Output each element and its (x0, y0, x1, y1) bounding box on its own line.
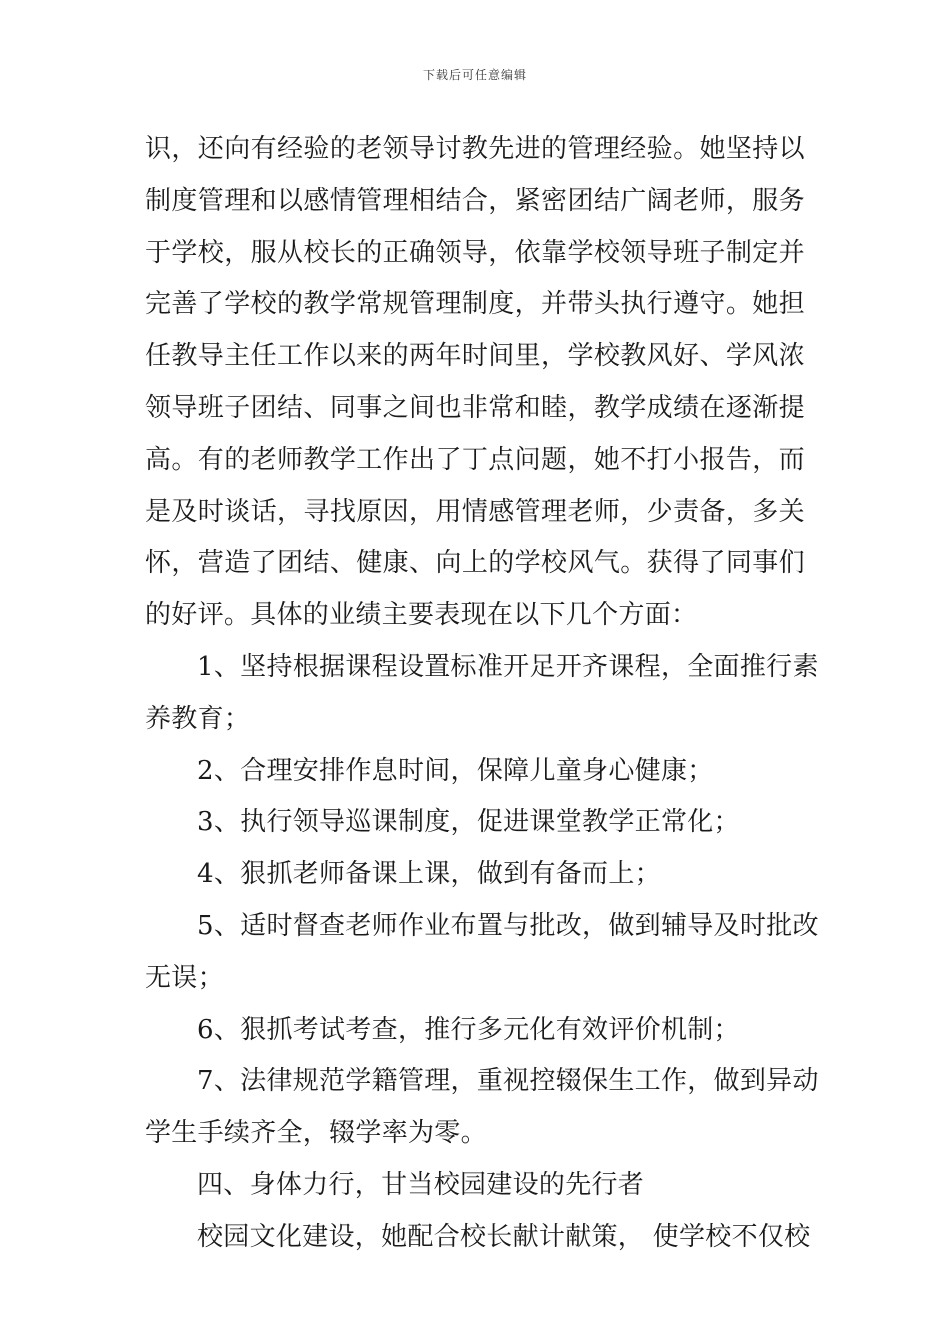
text-line: 任教导主任工作以来的两年时间里，学校教风好、学风浓 (145, 341, 805, 372)
text-line: 是及时谈话，寻找原因，用情感管理老师，少责备，多关 (145, 496, 805, 527)
list-item-continuation: 学生手续齐全，辍学率为零。 (145, 1118, 487, 1149)
text-line: 制度管理和以感情管理相结合，紧密团结广阔老师，服务 (145, 185, 805, 216)
text-line: 领导班子团结、同事之间也非常和睦，教学成绩在逐渐提 (145, 392, 805, 423)
list-item-continuation: 养教育； (145, 703, 251, 734)
text-line: 高。有的老师教学工作出了丁点问题，她不打小报告，而 (145, 444, 805, 475)
list-item-line: 1、坚持根据课程设置标准开足开齐课程，全面推行素 (197, 651, 819, 682)
text-line: 于学校，服从校长的正确领导，依靠学校领导班子制定并 (145, 237, 805, 268)
text-line: 校园文化建设，她配合校长献计献策， 使学校不仅校 (197, 1221, 811, 1252)
list-item-line: 6、狠抓考试考查，推行多元化有效评价机制； (197, 1014, 740, 1045)
list-item-continuation: 无误； (145, 962, 224, 993)
text-line: 的好评。具体的业绩主要表现在以下几个方面： (145, 600, 698, 631)
text-line: 识，还向有经验的老领导讨教先进的管理经验。她坚持以 (145, 134, 805, 164)
list-item-line: 7、法律规范学籍管理，重视控辍保生工作，做到异动 (197, 1066, 819, 1097)
text-line: 完善了学校的教学常规管理制度，并带头执行遵守。她担 (145, 289, 805, 320)
list-item-line: 3、执行领导巡课制度，促进课堂教学正常化； (197, 807, 740, 838)
section-heading: 四、身体力行，甘当校园建设的先行者 (197, 1169, 645, 1200)
page-header: 下载后可任意编辑 (422, 68, 527, 82)
text-line: 怀，营造了团结、健康、向上的学校风气。获得了同事们 (145, 548, 805, 579)
list-item-line: 4、狠抓老师备课上课，做到有备而上； (197, 859, 661, 890)
document-body (145, 124, 819, 1264)
list-item-line: 2、合理安排作息时间，保障儿童身心健康； (197, 755, 714, 786)
list-item-line: 5、适时督查老师作业布置与批改，做到辅导及时批改 (197, 910, 819, 941)
